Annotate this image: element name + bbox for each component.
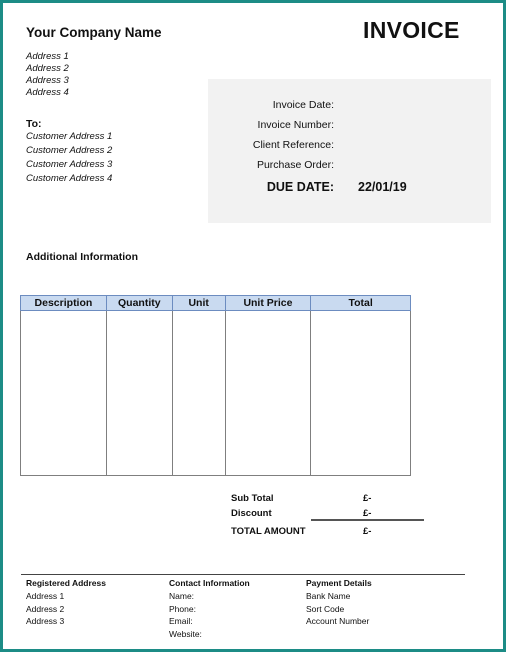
unit-cell[interactable]: [172, 311, 225, 476]
quantity-cell[interactable]: [106, 311, 172, 476]
registered-address-line: Address 2: [26, 603, 65, 614]
column-header-unit: Unit: [172, 296, 225, 311]
registered-address-line: Address 1: [26, 591, 65, 601]
sort-code-label: Sort Code: [306, 603, 345, 614]
table-row: [21, 311, 411, 476]
payment-details-block: [306, 578, 372, 628]
contact-name-label: Name:: [169, 591, 195, 601]
registered-address-line: Address 3: [26, 616, 65, 626]
contact-phone-label: Phone:: [169, 603, 196, 614]
invoice-title: INVOICE: [363, 17, 460, 43]
company-address-2: Address 2: [26, 63, 69, 74]
invoice-number-label: Invoice Number:: [257, 119, 334, 131]
contact-website-label: Website:: [169, 628, 202, 639]
registered-address-heading: Registered Address: [26, 578, 106, 588]
company-address-3: Address 3: [26, 75, 69, 86]
column-header-description: Description: [21, 296, 107, 311]
additional-information-heading: Additional Information: [26, 251, 138, 263]
description-cell[interactable]: [21, 311, 107, 476]
company-name: Your Company Name: [26, 25, 162, 40]
customer-address-4: Customer Address 4: [26, 173, 113, 184]
total-amount-label: TOTAL AMOUNT: [231, 526, 306, 537]
sub-total-value: £-: [363, 493, 372, 504]
contact-information-heading: Contact Information: [169, 578, 250, 588]
invoice-date-label: Invoice Date:: [272, 99, 334, 111]
client-reference-label: Client Reference:: [252, 139, 334, 151]
company-address-1: Address 1: [26, 51, 69, 62]
customer-address-1: Customer Address 1: [26, 131, 113, 142]
column-header-unit-price: Unit Price: [225, 296, 311, 311]
table-header-row: [21, 296, 411, 311]
registered-address-block: [26, 578, 106, 628]
column-header-total: Total: [311, 296, 411, 311]
discount-value: £-: [363, 508, 372, 519]
customer-address-2: Customer Address 2: [26, 145, 113, 156]
due-date-value: 22/01/19: [358, 180, 407, 194]
sub-total-label: Sub Total: [231, 493, 274, 504]
contact-email-label: Email:: [169, 616, 193, 626]
account-number-label: Account Number: [306, 616, 370, 626]
discount-label: Discount: [231, 508, 272, 519]
due-date-label: DUE DATE:: [266, 180, 334, 194]
unit-price-cell[interactable]: [225, 311, 311, 476]
contact-information-block: [169, 578, 250, 640]
customer-address-3: Customer Address 3: [26, 159, 113, 170]
to-label: To:: [26, 118, 42, 130]
purchase-order-label: Purchase Order:: [256, 159, 334, 171]
total-cell[interactable]: [311, 311, 411, 476]
total-amount-value: £-: [363, 526, 372, 537]
company-address-4: Address 4: [26, 87, 69, 98]
column-header-quantity: Quantity: [106, 296, 172, 311]
footer-divider: [21, 574, 465, 575]
line-items-table: [20, 295, 411, 476]
bank-name-label: Bank Name: [306, 591, 351, 601]
totals-divider: [311, 519, 424, 521]
payment-details-heading: Payment Details: [306, 578, 372, 588]
